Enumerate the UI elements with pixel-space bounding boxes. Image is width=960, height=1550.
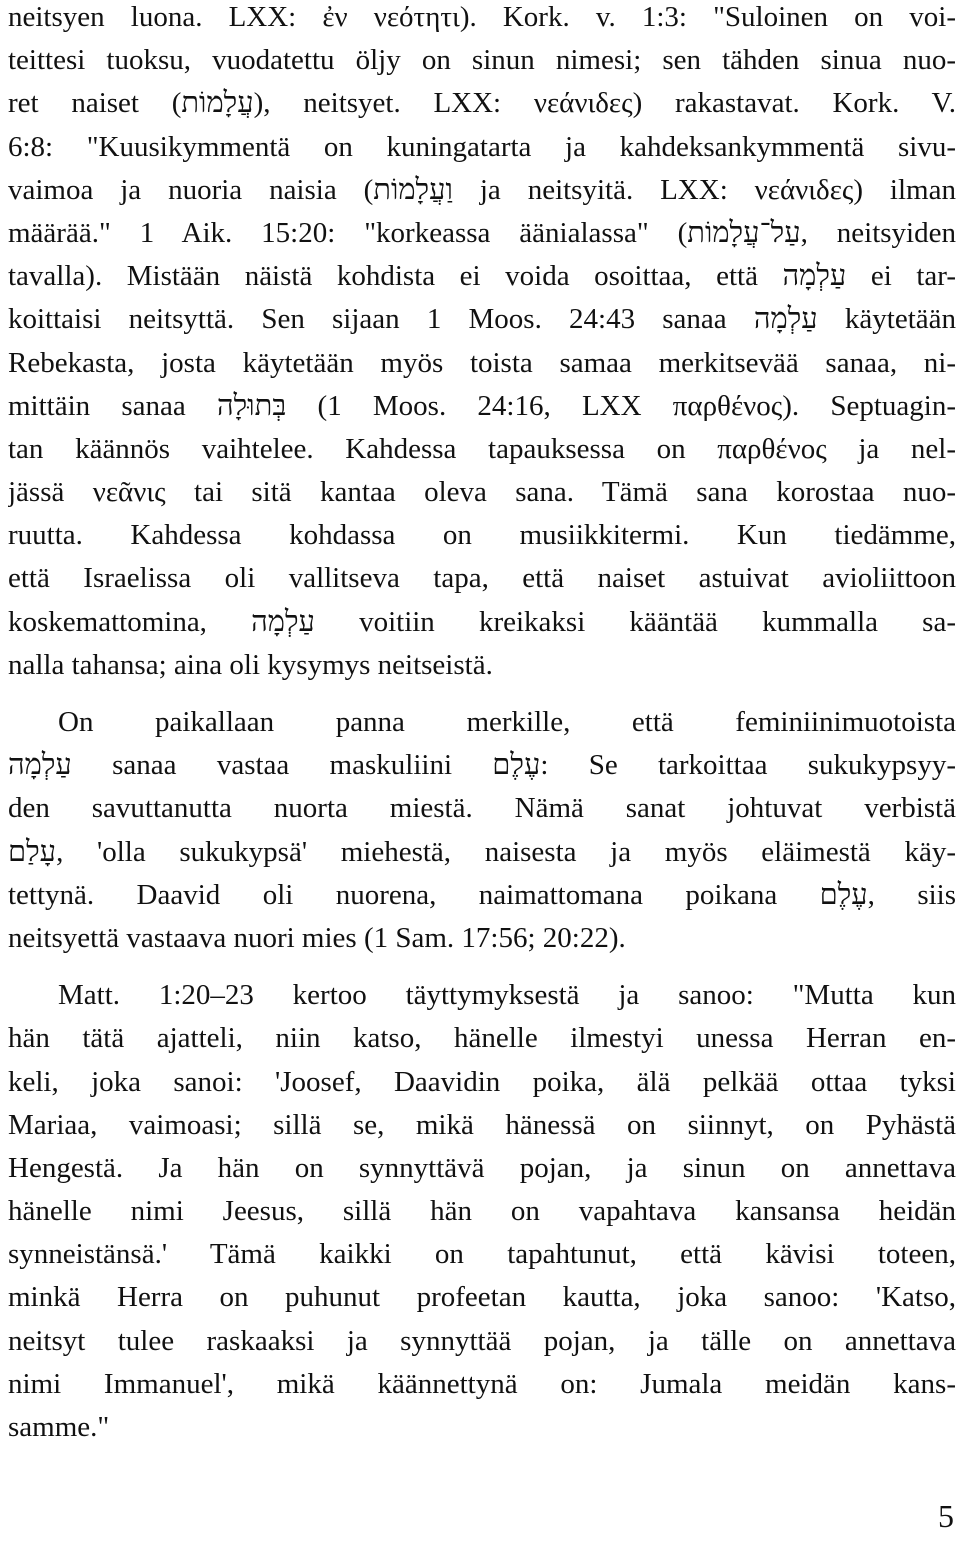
text-line: ret naiset (עֲלָמוֹת), neitsyet. LXX: νεάνιδες) rakastavat. Kork. V. [8, 87, 956, 120]
text-line: synneistänsä.' Tämä kaikki on tapahtunut, että kävisi toteen, [8, 1238, 956, 1271]
text-line: ruutta. Kahdessa kohdassa on musiikkitermi. Kun tiedämme, [8, 519, 956, 552]
text-line: teittesi tuoksu, vuodatettu öljy on sinun nimesi; sen tähden sinua nuo- [8, 44, 956, 77]
text-line: tan käännös vaihtelee. Kahdessa tapauksessa on παρθένος ja nel- [8, 432, 956, 465]
text-line: että Israelissa oli vallitseva tapa, että naiset astuivat avioliittoon [8, 562, 956, 595]
text-line: jässä νεᾶνις tai sitä kantaa oleva sana. Tämä sana korostaa nuo- [8, 476, 956, 509]
text-line: koskemattomina, עַלְמָה voitiin kreikaksi kääntää kummalla sa- [8, 605, 956, 638]
paragraph-gap [8, 687, 956, 701]
text-line: neitsyen luona. LXX: ἐν νεότητι). Kork. v. 1:3: "Suloinen on voi- [8, 1, 956, 33]
text-line: tettynä. Daavid oli nuorena, naimattomana poikana עֶלֶם, siis [8, 878, 956, 911]
text-line: määrää." 1 Aik. 15:20: "korkeassa äänialassa" (עַל־עֲלָמוֹת, neitsyiden [8, 216, 956, 249]
text-line: עַלְמָה sanaa vastaa maskuliini עֶלֶם: Se tarkoittaa sukukypsyy- [8, 749, 956, 782]
text-line: hän tätä ajatteli, niin katso, hänelle ilmestyi unessa Herran en- [8, 1022, 956, 1055]
document-page [8, 0, 956, 1449]
page-number: 5 [938, 1498, 954, 1534]
paragraph-3 [8, 974, 956, 1449]
text-line: keli, joka sanoi: 'Joosef, Daavidin poika, älä pelkää ottaa tyksi [8, 1065, 956, 1098]
text-line: On paikallaan panna merkille, että feminiinimuotoista [58, 706, 956, 738]
text-line: nalla tahansa; aina oli kysymys neitseistä. [8, 648, 493, 681]
text-line: Hengestä. Ja hän on synnyttävä pojan, ja sinun on annettava [8, 1151, 956, 1184]
paragraph-2 [8, 701, 956, 960]
text-line: Rebekasta, josta käytetään myös toista samaa merkitsevää sanaa, ni- [8, 346, 956, 379]
text-line: tavalla). Mistään näistä kohdista ei voida osoittaa, että עַלְמָה ei tar- [8, 260, 956, 293]
text-line: minkä Herra on puhunut profeetan kautta, joka sanoo: 'Katso, [8, 1281, 956, 1314]
text-line: Matt. 1:20–23 kertoo täyttymyksestä ja sanoo: "Mutta kun [58, 979, 956, 1012]
text-line: mittäin sanaa בְּתוּלָה (1 Moos. 24:16, LXX παρθένος). Septuagin- [8, 389, 956, 422]
text-line: hänelle nimi Jeesus, sillä hän on vapahtava kansansa heidän [8, 1195, 956, 1228]
text-line: koittaisi neitsyttä. Sen sijaan 1 Moos. 24:43 sanaa עַלְמָה käytetään [8, 303, 956, 336]
text-line: neitsyt tulee raskaaksi ja synnyttää pojan, ja tälle on annettava [8, 1324, 956, 1357]
text-line: neitsyettä vastaava nuori mies (1 Sam. 17:56; 20:22). [8, 921, 626, 954]
text-line: den savuttanutta nuorta miestä. Nämä sanat johtuvat verbistä [8, 792, 956, 825]
text-line: 6:8: "Kuusikymmentä on kuningatarta ja kahdeksankymmentä sivu- [8, 130, 956, 163]
text-line: עָלַם, 'olla sukukypsä' miehestä, naisesta ja myös eläimestä käy- [8, 835, 956, 868]
text-line: nimi Immanuel', mikä käännettynä on: Jumala meidän kans- [8, 1367, 956, 1400]
paragraph-gap [8, 960, 956, 974]
text-line: vaimoa ja nuoria naisia (וַעֲלָמוֹת ja neitsyitä. LXX: νεάνιδες) ilman [8, 173, 956, 206]
text-line: Mariaa, vaimoasi; sillä se, mikä hänessä on siinnyt, on Pyhästä [8, 1108, 956, 1141]
paragraph-1 [8, 0, 956, 687]
text-line: samme." [8, 1411, 110, 1443]
